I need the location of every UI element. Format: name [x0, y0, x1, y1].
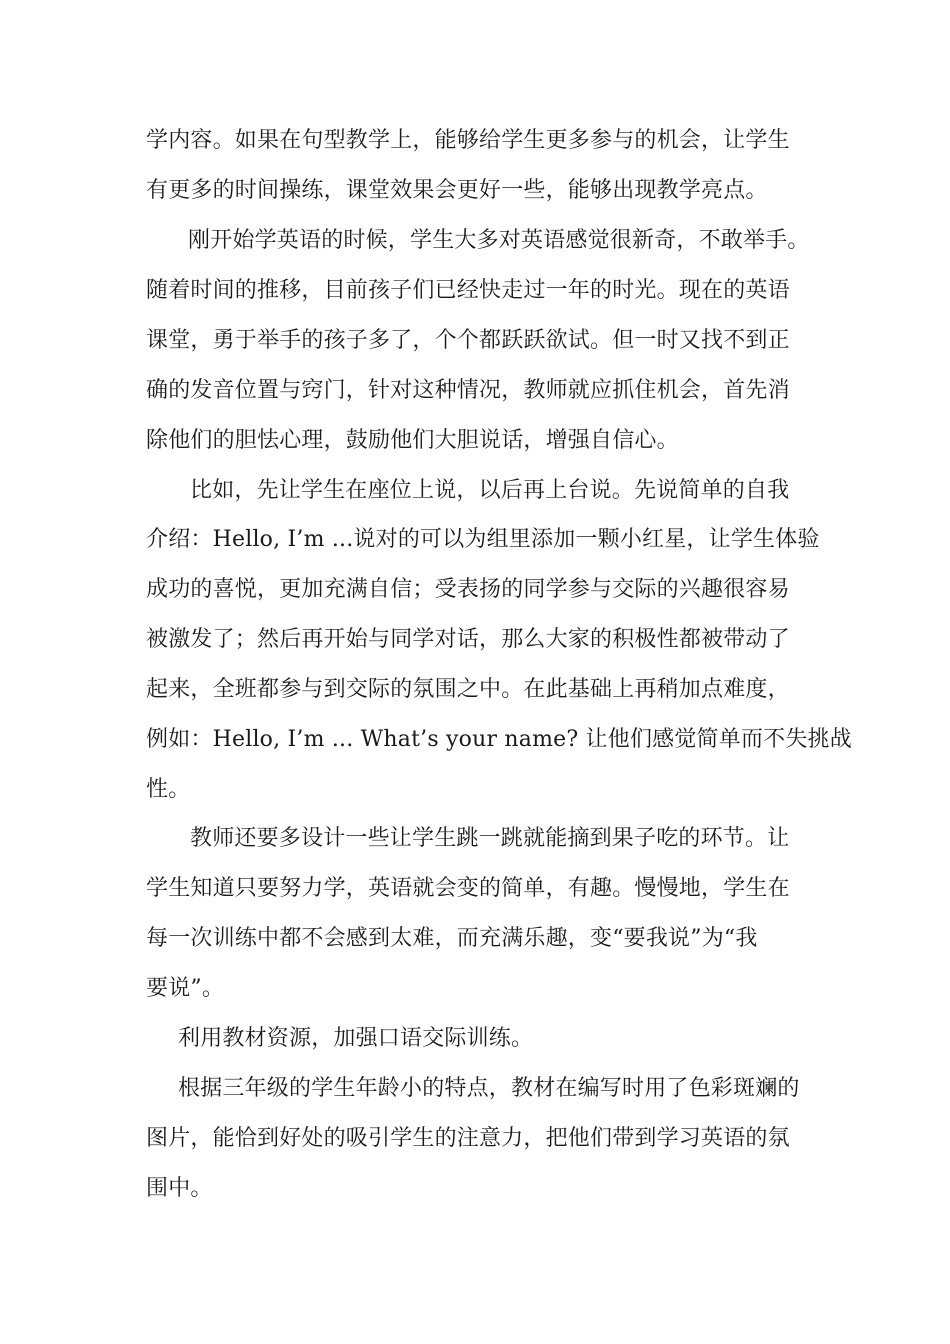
text-line: 课堂，勇于举手的孩子多了，个个都跃跃欲试。但一时又找不到正: [146, 328, 790, 353]
text-line: 例如：Hello, I’m ... What’s your name? 让他们感觉简单而不失挑战: [146, 727, 852, 752]
text-line: 随着时间的推移，目前孩子们已经快走过一年的时光。现在的英语: [146, 278, 790, 303]
text-line: 利用教材资源，加强口语交际训练。: [178, 1026, 534, 1051]
text-line: 性。: [146, 777, 191, 802]
text-line: 要说”。: [146, 976, 225, 1001]
text-line: 成功的喜悦，更加充满自信；受表扬的同学参与交际的兴趣很容易: [146, 577, 790, 602]
text-line: 学生知道只要努力学，英语就会变的简单，有趣。慢慢地，学生在: [146, 876, 790, 901]
text-line: 图片，能恰到好处的吸引学生的注意力，把他们带到学习英语的氛: [146, 1126, 790, 1151]
text-line: 围中。: [146, 1176, 213, 1201]
text-line: 起来，全班都参与到交际的氛围之中。在此基础上再稍加点难度，: [146, 677, 790, 702]
text-line: 确的发音位置与窍门，针对这种情况，教师就应抓住机会，首先消: [146, 378, 790, 403]
text-line: 除他们的胆怯心理，鼓励他们大胆说话，增强自信心。: [146, 428, 679, 453]
text-line: 被激发了；然后再开始与同学对话，那么大家的积极性都被带动了: [146, 627, 790, 652]
text-line: 学内容。如果在句型教学上，能够给学生更多参与的机会，让学生: [146, 128, 790, 153]
text-line: 根据三年级的学生年龄小的特点，教材在编写时用了色彩斑斓的: [178, 1076, 800, 1101]
text-line: 刚开始学英语的时候，学生大多对英语感觉很新奇，不敢举手。: [188, 228, 810, 253]
text-line: 比如，先让学生在座位上说，以后再上台说。先说简单的自我: [190, 478, 790, 503]
text-line: 介绍：Hello, I’m ...说对的可以为组里添加一颗小红星，让学生体验: [146, 527, 820, 552]
text-line: 教师还要多设计一些让学生跳一跳就能摘到果子吃的环节。让: [190, 826, 790, 851]
text-line: 每一次训练中都不会感到太难，而充满乐趣，变“要我说”为“我: [146, 926, 758, 951]
text-line: 有更多的时间操练，课堂效果会更好一些，能够出现教学亮点。: [146, 178, 768, 203]
